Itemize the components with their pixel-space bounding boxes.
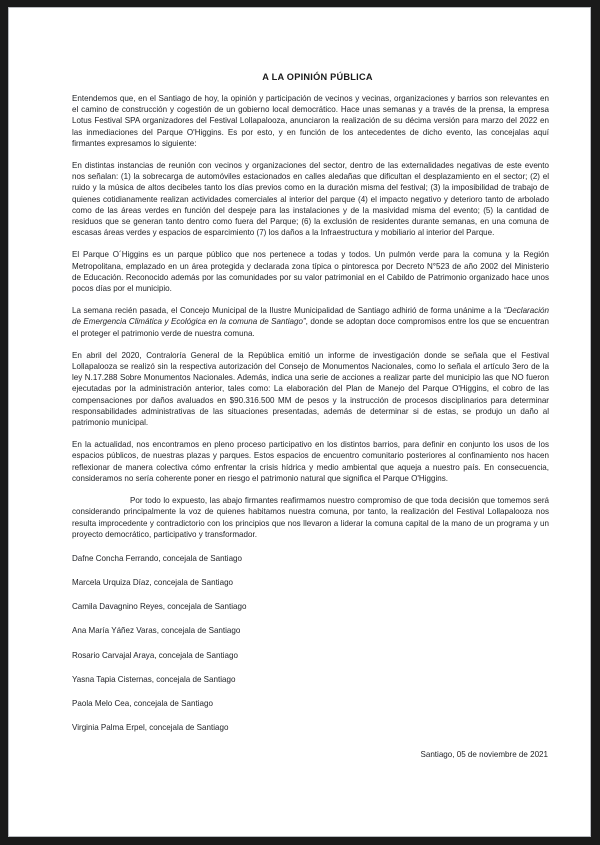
date-line: Santiago, 05 de noviembre de 2021 [420,750,548,760]
document-content [72,72,549,759]
signatory-item: Dafne Concha Ferrando, concejala de Santiago [72,553,242,563]
paragraph-conclusion: Por todo lo expuesto, las abajo firmantes reafirmamos nuestro compromiso de que toda decisión que tomemos será considerando principalmente la voz de quienes habitamos nuestra comuna, por tanto, la realización del Festival Lollapalooza nos resulta improcedente y contradictorio con los principios que nos llevaron a liderar la comuna capital de la mano de un programa y un proyecto democrático, participativo y transformador. [72,496,549,539]
climate-declaration-title: “Declaración de Emergencia Climática y Ecológica en la comuna de Santiago” [72,306,549,327]
paragraph-park-heritage: El Parque O´Higgins es un parque público que nos pertenece a todas y todos. Un pulmón verde para la comuna y la Región Metropolitana, emplazado en un área protegida y declarada zona típica o pintoresca por Decreto N°523 de año 2002 del Ministerio de Educación. Reconocido además por las comunidades por su valor patrimonial en el Cabildo de Patrimonio organizado hace unos pocos días por el municipio. [72,250,549,294]
page-title: A LA OPINIÓN PÚBLICA [262,72,373,82]
paragraph-contraloria-report: En abril del 2020, Contraloría General de la República emitió un informe de investigación donde se señala que el Festival Lollapalooza se realizó sin la respectiva autorización del Consejo de Monumentos Nacionales, como lo señala el artículo 3ero de la ley N.17.288 Sobre Monumentos Nacionales. Además, indica una serie de acciones a realizar parte del municipio las que NO fueron ejecutadas por la administración anterior, tales como: La elaboración del Plan de Manejo del Parque O'Higgins, el cobro de las compensaciones por daños avaluados en $90.316.500 MM de pesos y la instrucción de procesos disciplinarios para determinar responsabilidades administrativas de las situaciones presentadas, además de determinar si de estas, se produjo un daño al patrimonio municipal. [72,350,549,428]
document-page [8,7,591,837]
signatory-item: Paola Melo Cea, concejala de Santiago [72,699,213,709]
paragraph-intro: Entendemos que, en el Santiago de hoy, la opinión y participación de vecinos y vecinas, organizaciones y barrios son relevantes en el camino de construcción y cogestión de un gobierno local democrático. Hace unas semanas y a través de la prensa, la empresa Lotus Festival SPA organizadores del Festival Lollapalooza, anunciaron la realización de su décima versión para marzo del 2022 en las inmediaciones del Parque O'Higgins. Es por esto, y en función de los antecedentes de dicho evento, las concejalas aquí firmantes expresamos lo siguiente: [72,94,549,148]
paragraph-externalities: En distintas instancias de reunión con vecinos y organizaciones del sector, dentro de las externalidades negativas de este evento nos señalan: (1) la sobrecarga de automóviles estacionados en calles aledañas que dificultan el desplazamiento en el sector; (2) el ruido y la música de altos decibeles tanto los días previos como en la duración misma del festival; (3) la imposibilidad de trabajo de quienes cotidianamente realizan actividades comerciales al interior del parque (4) el impacto negativo y deterioro tanto de arbolado como de las áreas verdes en función del despeje para las instalaciones y de la masividad misma del evento; (5) la cantidad de residuos que se generan tanto dentro como fuera del Parque; (6) la exclusión de residentes durante semanas, en una comuna de escasas áreas verdes y espacios de esparcimiento (7) los daños a la Infraestructura y mobiliario al interior del Parque. [72,161,549,238]
paragraph-climate-declaration [72,305,549,339]
signatory-item: Virginia Palma Erpel, concejala de Santiago [72,723,229,733]
climate-text-before: La semana recién pasada, el Concejo Municipal de la Ilustre Municipalidad de Santiago adhirió de forma unánime a la [72,306,504,316]
signatory-item: Camila Davagnino Reyes, concejala de Santiago [72,602,247,612]
signatory-item: Ana María Yáñez Varas, concejala de Santiago [72,626,241,636]
climate-text-after: , donde se adoptan doce compromisos entre los que se encuentran el proteger el patrimonio verde de nuestra comuna. [72,317,549,338]
paragraph-participatory-process: En la actualidad, nos encontramos en pleno proceso participativo en los distintos barrios, para definir en conjunto los usos de los espacios públicos, de nuestras plazas y parques. Estos espacios de encuentro comunitario posteriores al confinamiento nos hacen reflexionar de manera colectiva cómo enfrentar la crisis hídrica y medio ambiental que aqueja a nuestro país. En consecuencia, consideramos no sería coherente poner en riesgo el patrimonio natural que significa el Parque O'Higgins. [72,440,549,483]
signatory-item: Rosario Carvajal Araya, concejala de Santiago [72,650,238,660]
signatory-item: Yasna Tapia Cisternas, concejala de Santiago [72,674,236,684]
signature-list [72,553,549,733]
signatory-item: Marcela Urquiza Díaz, concejala de Santiago [72,578,234,588]
